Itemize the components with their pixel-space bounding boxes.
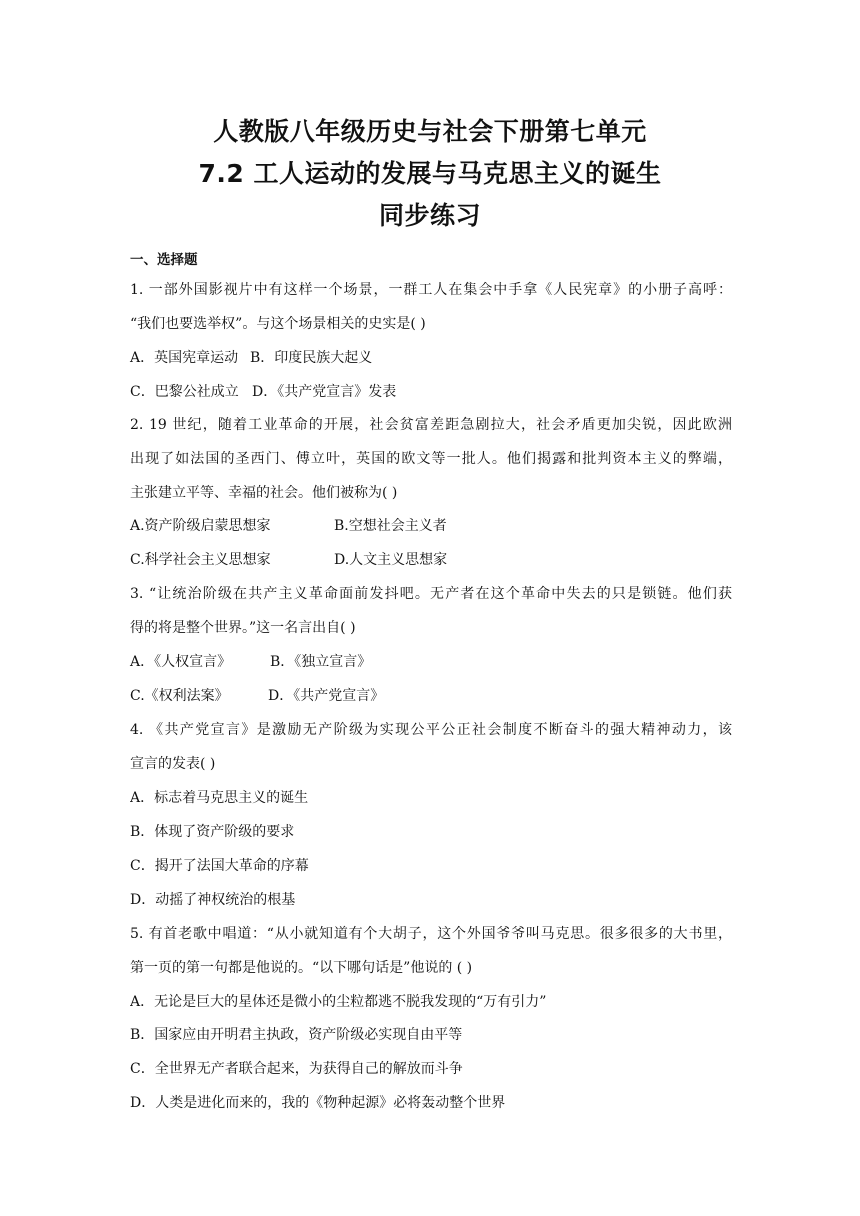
q2-stem-line2: 出现了如法国的圣西门、傅立叶，英国的欧文等一批人。他们揭露和批判资本主义的弊端， [130, 451, 732, 467]
q1-option-a: A．英国宪章运动 [130, 350, 239, 366]
q3-option-c: C.《权利法案》 [130, 688, 229, 704]
q4-option-b: B．体现了资产阶级的要求 [130, 824, 295, 840]
q4-option-a: A．标志着马克思主义的诞生 [130, 790, 309, 806]
doc-title-line2: 7.2 工人运动的发展与马克思主义的诞生 [198, 159, 662, 188]
q2-options-row1 [130, 517, 447, 535]
q1-stem-line2: “我们也要选举权”。与这个场景相关的史实是( ) [130, 316, 426, 332]
q2-option-b: B.空想社会主义者 [334, 518, 447, 534]
q2-option-c: C.科学社会主义思想家 [130, 552, 271, 568]
q3-stem-line2: 得的将是整个世界。”这一名言出自( ) [130, 620, 356, 636]
q5-option-b: B．国家应由开明君主执政，资产阶级必实现自由平等 [130, 1027, 463, 1043]
doc-title-line1: 人教版八年级历史与社会下册第七单元 [213, 117, 647, 146]
doc-title-line3: 同步练习 [378, 201, 481, 230]
q1-options-row1 [130, 349, 372, 367]
q3-option-d: D．《共产党宣言》 [268, 688, 385, 704]
q2-stem-line3: 主张建立平等、幸福的社会。他们被称为( ) [130, 485, 398, 501]
q4-stem-line2: 宣言的发表( ) [130, 756, 216, 772]
q1-option-d: D．《共产党宣言》发表 [252, 384, 397, 400]
q1-option-c: C．巴黎公社成立 [130, 384, 239, 400]
q2-option-a: A.资产阶级启蒙思想家 [130, 518, 271, 534]
q1-option-b: B．印度民族大起义 [250, 350, 373, 366]
q3-stem-line1: 3. “让统治阶级在共产主义革命面前发抖吧。无产者在这个革命中失去的只是锁链。他们获 [130, 586, 732, 602]
q2-stem-line1: 2. 19 世纪，随着工业革命的开展，社会贫富差距急剧拉大，社会矛盾更加尖锐，因此欧洲 [130, 417, 732, 433]
q2-option-d: D.人文主义思想家 [334, 552, 448, 568]
q1-options-row2 [130, 383, 396, 401]
q2-options-row2 [130, 551, 447, 569]
q4-option-c: C．揭开了法国大革命的序幕 [130, 858, 309, 874]
q5-option-c: C．全世界无产者联合起来，为获得自己的解放而斗争 [130, 1061, 463, 1077]
q3-options-row2 [130, 687, 384, 705]
q4-stem-line1: 4. 《共产党宣言》是激励无产阶级为实现公平公正社会制度不断奋斗的强大精神动力，该 [130, 722, 732, 738]
q5-option-a: A．无论是巨大的星体还是微小的尘粒都逃不脱我发现的“万有引力” [130, 994, 547, 1010]
q4-option-d: D．动摇了神权统治的根基 [130, 892, 296, 908]
q3-option-a: A．《人权宣言》 [130, 654, 232, 670]
q5-stem-line2: 第一页的第一句都是他说的。“以下哪句话是”他说的 ( ) [130, 960, 473, 976]
q1-stem-line1: 1. 一部外国影视片中有这样一个场景，一群工人在集会中手拿《人民宪章》的小册子高呼： [130, 282, 732, 298]
q3-options-row1 [130, 653, 371, 671]
q5-option-d: D．人类是进化而来的，我的《物种起源》必将轰动整个世界 [130, 1095, 506, 1111]
q3-option-b: B．《独立宣言》 [270, 654, 372, 670]
q5-stem-line1: 5. 有首老歌中唱道：“从小就知道有个大胡子，这个外国爷爷叫马克思。很多很多的大书里， [130, 926, 732, 942]
section-heading: 一、选择题 [130, 252, 198, 268]
